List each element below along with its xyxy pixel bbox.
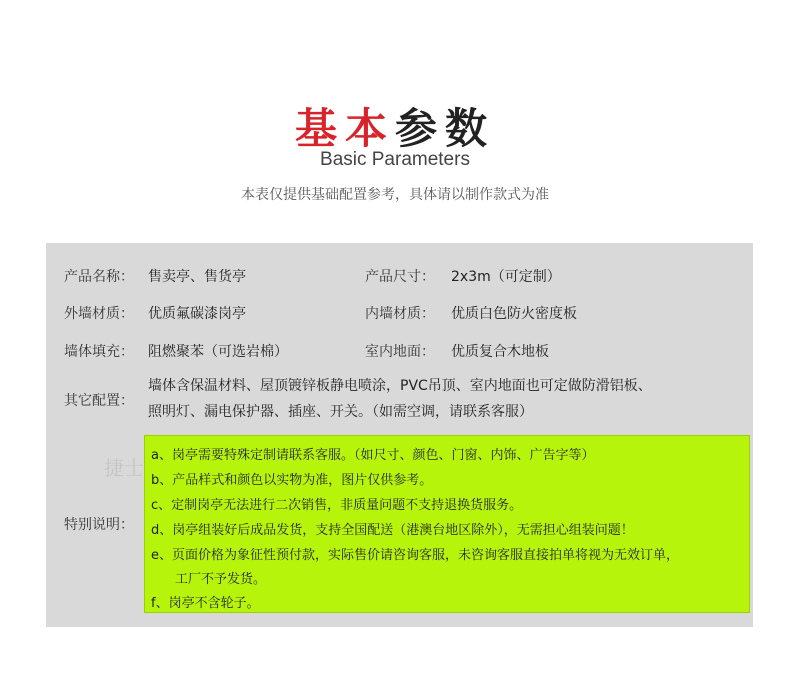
title-cn xyxy=(0,96,790,156)
label-interior-wall: 内墙材质： xyxy=(365,306,435,322)
value-wall-filling: 阻燃聚苯（可选岩棉） xyxy=(148,344,288,360)
value-indoor-floor: 优质复合木地板 xyxy=(451,344,549,360)
label-product-name: 产品名称： xyxy=(64,269,134,285)
note-c: c、定制岗亭无法进行二次销售，非质量问题不支持退换货服务。 xyxy=(151,498,523,513)
other-config-line-2: 照明灯、漏电保护器、插座、开关。（如需空调，请联系客服） xyxy=(148,404,533,420)
label-other-config: 其它配置： xyxy=(64,393,134,409)
label-special-notes: 特别说明： xyxy=(64,517,134,533)
title-en: Basic Parameters xyxy=(320,149,470,170)
watermark: 捷士 xyxy=(104,456,144,480)
value-product-size: 2x3m（可定制） xyxy=(451,269,561,285)
label-indoor-floor: 室内地面： xyxy=(365,344,435,360)
note-b: b、产品样式和颜色以实物为准，图片仅供参考。 xyxy=(151,473,433,488)
value-interior-wall: 优质白色防火密度板 xyxy=(451,306,577,322)
note-e: e、页面价格为象征性预付款，实际售价请咨询客服，未咨询客服直接拍单将视为无效订单， xyxy=(151,548,679,563)
label-product-size: 产品尺寸： xyxy=(365,269,435,285)
label-exterior-wall: 外墙材质： xyxy=(64,306,134,322)
label-wall-filling: 墙体填充： xyxy=(64,344,134,360)
other-config-line-1: 墙体含保温材料、屋顶镀锌板静电喷涂，PVC吊顶、室内地面也可定做防滑铝板、 xyxy=(148,378,652,394)
note-a: a、岗亭需要特殊定制请联系客服。（如尺寸、颜色、门窗、内饰、广告字等） xyxy=(151,448,595,463)
special-notes-box xyxy=(144,435,750,613)
subtitle: 本表仅提供基础配置参考，具体请以制作款式为准 xyxy=(241,187,549,203)
value-product-name: 售卖亭、售货亭 xyxy=(148,269,246,285)
note-e-continued: 工厂不予发货。 xyxy=(175,572,267,587)
note-f: f、岗亭不含轮子。 xyxy=(151,596,260,611)
title-black: 参数 xyxy=(395,104,496,153)
title-red: 基本 xyxy=(294,104,395,153)
note-d: d、岗亭组装好后成品发货，支持全国配送（港澳台地区除外），无需担心组装问题！ xyxy=(151,523,634,538)
value-other-config xyxy=(148,373,748,425)
value-exterior-wall: 优质氟碳漆岗亭 xyxy=(148,306,246,322)
